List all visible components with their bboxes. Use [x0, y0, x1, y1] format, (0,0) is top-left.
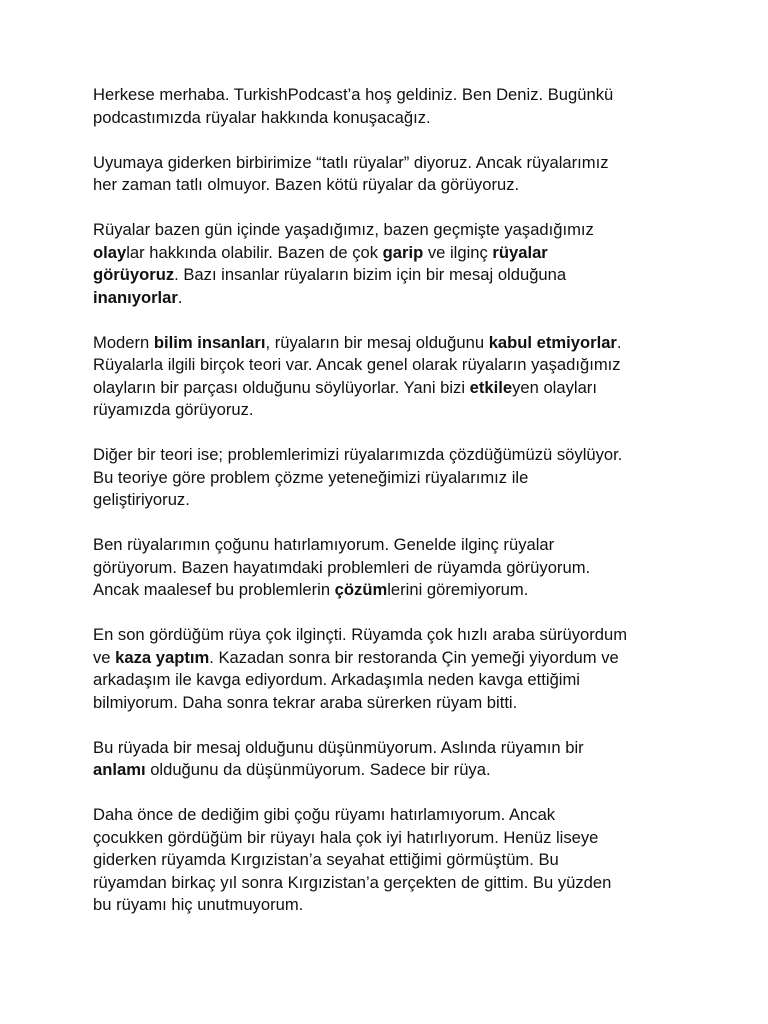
bold-term: anlamı [93, 760, 146, 779]
paragraph [93, 444, 683, 512]
paragraph [93, 332, 683, 422]
text-run: . Bazı insanlar rüyaların bizim için bir mesaj olduğuna [174, 265, 567, 284]
paragraph [93, 219, 683, 309]
text-run: Modern [93, 332, 154, 352]
paragraph [93, 152, 683, 197]
text-run: . [177, 287, 183, 307]
text-run: Daha önce de dediğim gibi çoğu rüyamı hatırlamıyorum. Ancak çocukken gördüğüm bir rüyayı hala çok iyi hatırlıyorum. Henüz liseye giderken rüyamda Kırgızistan’a seyahat ettiğimi görmüştüm. Bu rüyamdan birkaç yıl sonra Kırgızistan’a gerçekten de gittim. Bu yüzden bu rüyamı hiç unutmuyorum. [93, 805, 612, 914]
text-run: Uyumaya giderken birbirimize “tatlı rüyalar” diyoruz. Ancak rüyalarımız her zaman tatlı olmuyor. Bazen kötü rüyalar da görüyoruz. [93, 152, 609, 194]
bold-term: rüyalar görüyoruz [93, 242, 548, 284]
paragraph [93, 534, 683, 602]
paragraph [93, 84, 683, 129]
paragraph [93, 804, 683, 917]
text-run: Bu rüyada bir mesaj olduğunu düşünmüyorum. Aslında rüyamın bir [93, 737, 584, 757]
bold-term: inanıyorlar [93, 287, 178, 307]
bold-term: kabul etmiyorlar [488, 332, 617, 352]
bold-term: etkile [469, 377, 513, 397]
paragraph [93, 624, 683, 714]
bold-term: çözüm [334, 580, 388, 599]
text-run: Rüyalar bazen gün içinde yaşadığımız, bazen geçmişte yaşadığımız [93, 220, 594, 239]
text-run: Diğer bir teori ise; problemlerimizi rüyalarımızda çözdüğümüzü söylüyor. Bu teoriye göre problem çözme yeteneğimizi rüyalarımız ile geliştiriyoruz. [93, 445, 623, 509]
paragraph [93, 737, 683, 782]
text-run: lerini göremiyorum. [387, 580, 529, 599]
text-run: , rüyaların bir mesaj olduğunu [265, 332, 489, 352]
text-run: lar hakkında olabilir. Bazen de çok [126, 242, 383, 262]
text-run: yen olayları rüyamızda görüyoruz. [93, 377, 597, 419]
bold-term: bilim insanları [153, 332, 266, 352]
bold-term: olay [93, 242, 127, 262]
bold-term: garip [382, 242, 424, 262]
text-run: Herkese merhaba. TurkishPodcast’a hoş geldiniz. Ben Deniz. Bugünkü podcastımızda rüyalar hakkında konuşacağız. [93, 85, 614, 127]
text-run: En son gördüğüm rüya çok ilginçti. Rüyamda çok hızlı araba sürüyordum ve [93, 625, 628, 667]
text-run: olduğunu da düşünmüyorum. Sadece bir rüya. [145, 760, 491, 779]
text-run: . Rüyalarla ilgili birçok teori var. Ancak genel olarak rüyaların yaşadığımız olayların bir parçası olduğunu söylüyorlar. Yani bizi [93, 332, 622, 397]
bold-term: kaza yaptım [115, 647, 210, 667]
text-run: Ben rüyalarımın çoğunu hatırlamıyorum. Genelde ilginç rüyalar görüyorum. Bazen hayatımdaki problemleri de rüyamda görüyorum. Ancak maalesef bu problemlerin [93, 535, 591, 599]
document-page [93, 84, 683, 939]
text-run: . Kazadan sonra bir restoranda Çin yemeği yiyordum ve arkadaşım ile kavga ediyordum. Arkadaşımla neden kavga ettiğimi bilmiyorum. Daha sonra tekrar araba sürerken rüyam bitti. [93, 647, 619, 712]
text-run: ve ilginç [423, 242, 493, 262]
